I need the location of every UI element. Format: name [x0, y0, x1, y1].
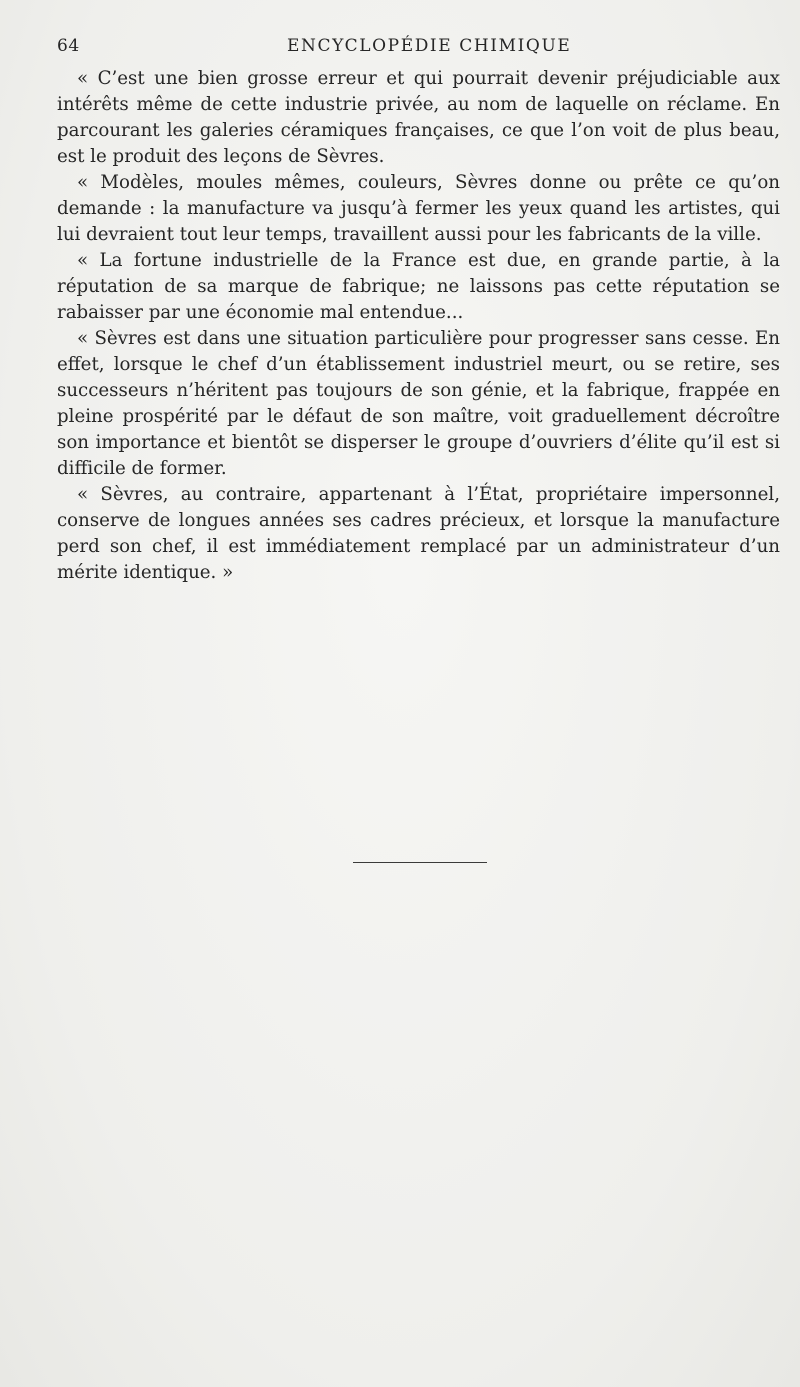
paragraph: « Sèvres, au contraire, appartenant à l’État, propriétaire impersonnel, conserve de longues années ses cadres précieux, et lorsque la manufacture perd son chef, il est immédiatement remplacé par un administrateur d’un mérite identique. »: [57, 484, 780, 583]
paragraph: « Modèles, moules mêmes, couleurs, Sèvres donne ou prête ce qu’on demande : la manufacture va jusqu’à fermer les yeux quand les artistes, qui lui devraient tout leur temps, travaillent aussi pour les fabricants de la ville.: [57, 172, 780, 245]
page-header: [57, 36, 697, 60]
paragraph: « Sèvres est dans une situation particulière pour progresser sans cesse. En effet, lorsque le chef d’un établissement industriel meurt, ou se retire, ses successeurs n’héritent pas toujours de son génie, et la fabrique, frappée en pleine prospérité par le défaut de son maître, voit graduellement décroître son importance et bientôt se disperser le groupe d’ouvriers d’élite qu’il est si difficile de former.: [57, 328, 780, 479]
paragraph: « C’est une bien grosse erreur et qui pourrait devenir préjudiciable aux intérêts même de cette industrie privée, au nom de laquelle on réclame. En parcourant les galeries céramiques françaises, ce que l’on voit de plus beau, est le produit des leçons de Sèvres.: [57, 68, 780, 167]
page-number: 64: [57, 36, 80, 56]
paragraph: « La fortune industrielle de la France est due, en grande partie, à la réputation de sa marque de fabrique; ne laissons pas cette réputation se rabaisser par une économie mal entendue...: [57, 250, 780, 323]
body-text: [57, 66, 780, 586]
section-divider: [353, 862, 487, 863]
running-title: ENCYCLOPÉDIE CHIMIQUE: [287, 36, 572, 56]
